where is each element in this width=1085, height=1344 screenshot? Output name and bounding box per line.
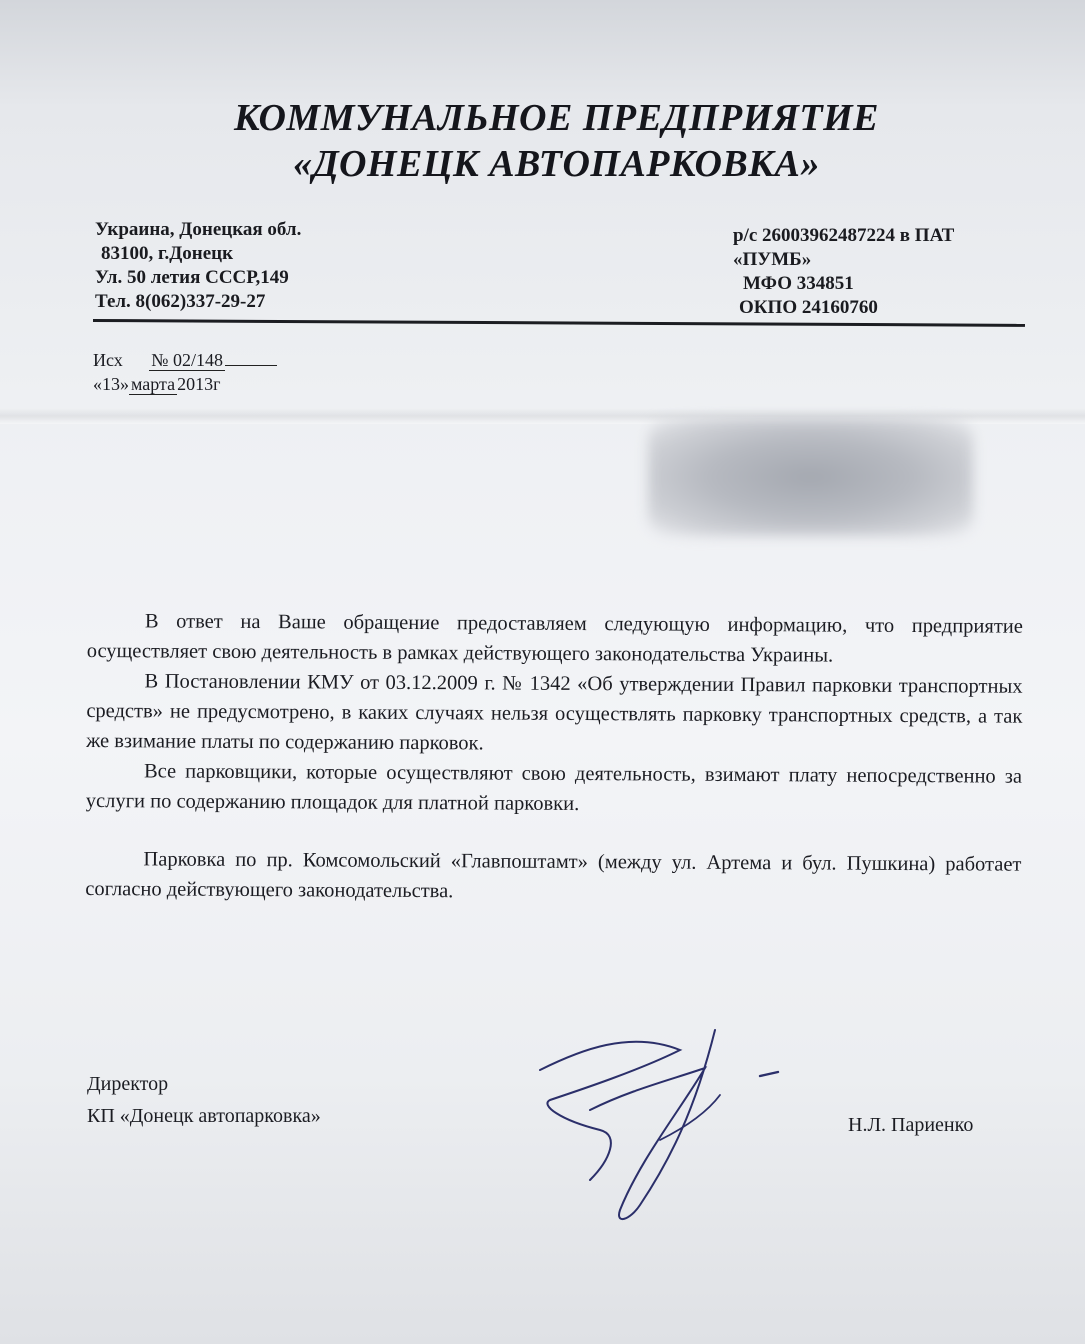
address-line: Украина, Донецкая обл. <box>95 219 302 240</box>
body-paragraph: Парковка по пр. Комсомольский «Главпоштамт» (между ул. Артема и бул. Пушкина) работает согласно действующего законодательства. <box>85 848 1022 903</box>
letterhead-title: КОММУНАЛЬНОЕ ПРЕДПРИЯТИЕ <box>233 97 880 139</box>
reference-year: 2013г <box>177 374 221 394</box>
redacted-recipient <box>648 418 973 536</box>
reference-number: № 02/148 <box>151 350 223 370</box>
bank-line: «ПУМБ» <box>733 249 812 270</box>
signatory-organization: КП «Донецк автопарковка» <box>87 1105 321 1127</box>
address-line: 83100, г.Донецк <box>101 243 234 264</box>
body-paragraph: В ответ на Ваше обращение предоставляем следующую информацию, что предприятие осуществляет свою деятельность в рамках действующего законодательства Украины. <box>86 610 1023 667</box>
handwritten-signature <box>520 1010 800 1240</box>
signatory-name: Н.Л. Париенко <box>848 1114 974 1136</box>
letter-body <box>85 606 1023 910</box>
letterhead-divider <box>93 319 1025 327</box>
body-paragraph: Все парковщики, которые осуществляют свою деятельность, взимают плату непосредственно за услуги по содержанию площадок для платной парковки. <box>85 760 1023 816</box>
reference-month: марта <box>131 374 176 394</box>
bank-line: ОКПО 24160760 <box>739 297 878 318</box>
signatory-block <box>87 1068 321 1132</box>
bank-line: р/с 26003962487224 в ПАТ <box>733 225 955 246</box>
bank-line: МФО 334851 <box>743 273 854 294</box>
reference-day: «13» <box>93 374 129 394</box>
signatory-title: Директор <box>87 1073 169 1095</box>
bank-details <box>733 224 954 320</box>
letterhead-subtitle: «ДОНЕЦК АВТОПАРКОВКА» <box>293 143 820 185</box>
address-line: Тел. 8(062)337-29-27 <box>95 291 266 312</box>
outgoing-reference <box>93 348 277 396</box>
reference-label: Исх <box>93 350 123 370</box>
address-line: Ул. 50 летия СССР,149 <box>95 267 289 288</box>
company-address <box>95 218 301 314</box>
body-paragraph: В Постановлении КМУ от 03.12.2009 г. № 1342 «Об утверждении Правил парковки транспортных средств» не предусмотрено, в каких случаях нельзя осуществлять парковку транспортных средств, а так же взимание платы по содержанию парковок. <box>86 670 1023 755</box>
